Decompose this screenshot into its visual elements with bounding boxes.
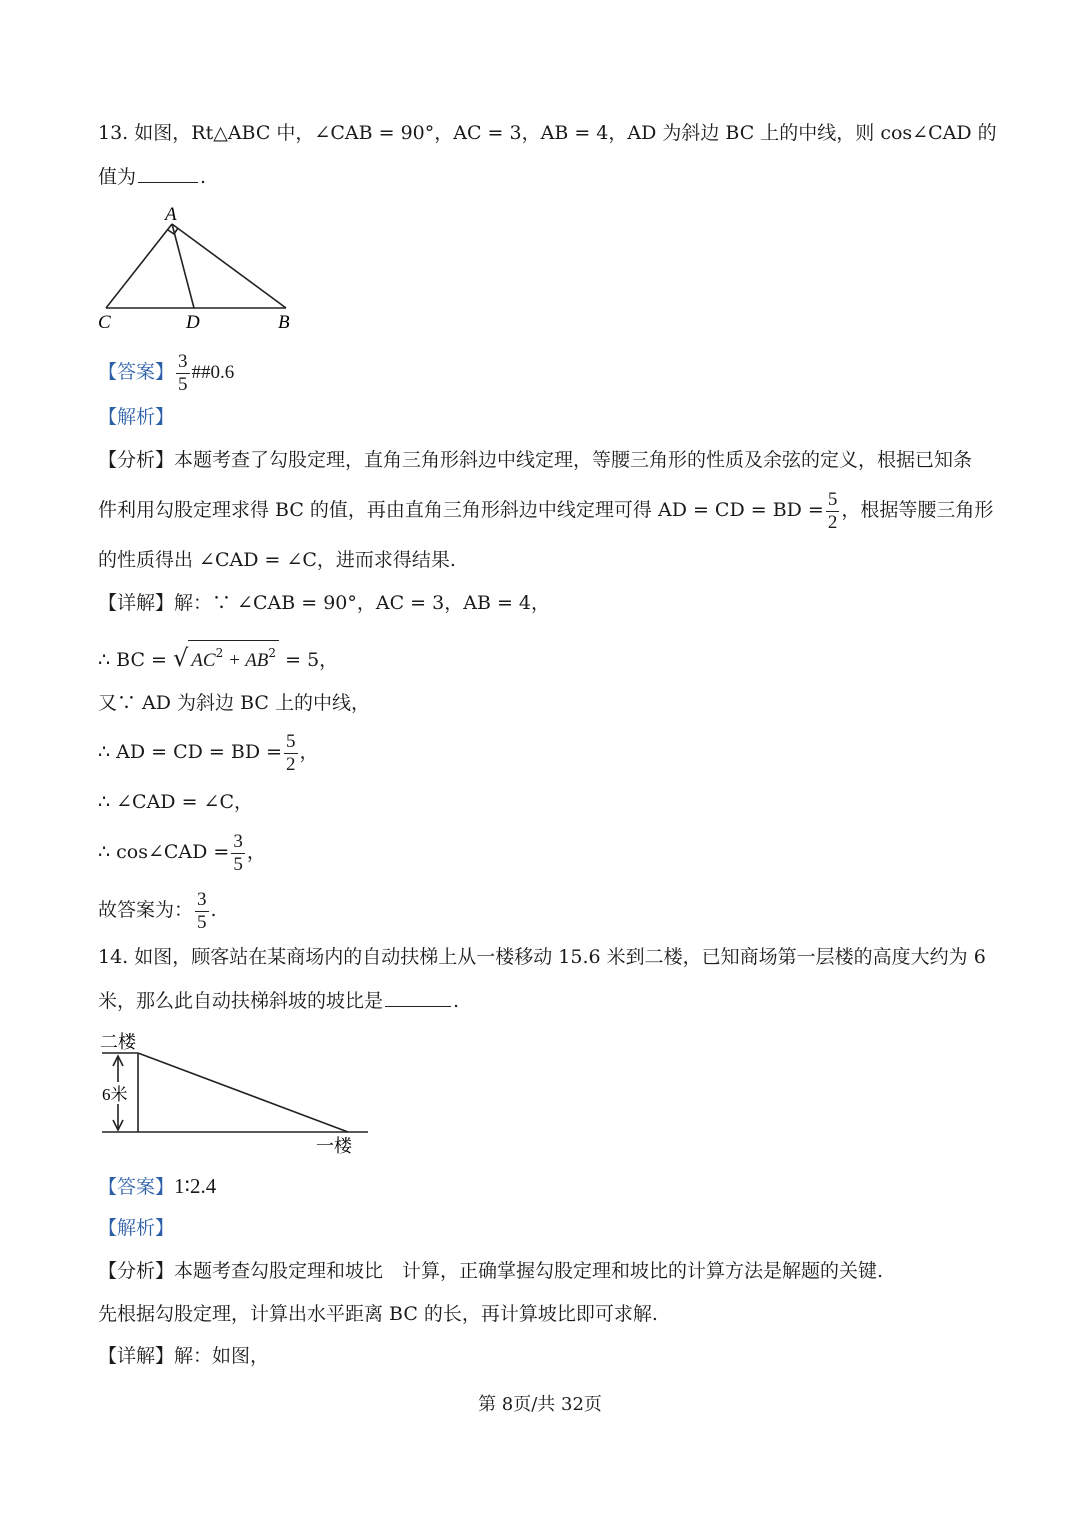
q13-step-6 xyxy=(98,826,266,878)
q14-number: 14. xyxy=(98,946,129,968)
q14-stem-end: . xyxy=(453,990,460,1012)
frac-num: 5 xyxy=(286,730,296,752)
q14-fenxi-line1 xyxy=(98,1258,883,1284)
q13-stem-text: 如图，Rt△ABC 中，∠CAB = 90°，AC = 3，AB = 4，AD 为斜边 BC 上的中线，则 cos∠CAD 的 xyxy=(134,122,997,144)
frac-num: 3 xyxy=(197,888,207,910)
step-1: 解：∵ ∠CAB = 90°，AC = 3，AB = 4， xyxy=(174,592,550,614)
frac-den: 5 xyxy=(233,853,243,875)
q13-number: 13. xyxy=(98,122,129,144)
q14-jiexi-tag: 【解析】 xyxy=(98,1217,175,1239)
answer-fraction xyxy=(176,351,190,396)
q14-stem-line1 xyxy=(98,944,986,970)
q13-stem-end: . xyxy=(200,166,207,188)
q14-stem-text-2: 米，那么此自动扶梯斜坡的坡比是 xyxy=(98,990,384,1012)
step-2-lhs: ∴ BC = xyxy=(98,649,167,671)
answer-value: 1∶2.4 xyxy=(174,1174,217,1198)
fenxi-text-2: 件利用勾股定理求得 BC 的值，再由直角三角形斜边中线定理可得 AD = CD = BD = xyxy=(98,499,824,521)
q13-step-5: ∴ ∠CAD = ∠C， xyxy=(98,791,253,813)
q13-fenxi-line2 xyxy=(98,484,993,536)
q13-step-2 xyxy=(98,640,338,673)
fenxi-text: 本题考查勾股定理和坡比 计算，正确掌握勾股定理和坡比的计算方法是解题的关键. xyxy=(174,1260,884,1282)
label-C: C xyxy=(98,312,111,333)
fenxi-text-3: ，根据等腰三角形 xyxy=(841,499,994,521)
step-4-end: ， xyxy=(299,741,319,763)
answer-tag: 【答案】 xyxy=(98,361,175,383)
q13-stem-text-2: 值为 xyxy=(98,166,137,188)
frac-num: 3 xyxy=(178,350,188,372)
q13-answer xyxy=(98,350,234,396)
xiangjie-tag: 【详解】 xyxy=(98,1345,175,1367)
segment-AD xyxy=(172,224,194,308)
step-4-fraction xyxy=(284,731,298,776)
q13-stem-line2 xyxy=(98,164,206,190)
label-height: 6米 xyxy=(102,1085,128,1104)
step-7-end: . xyxy=(210,899,217,921)
answer-tail: ##0.6 xyxy=(191,362,235,383)
frac-den: 5 xyxy=(178,373,188,395)
label-A: A xyxy=(165,204,177,225)
q13-triangle-figure xyxy=(90,198,310,338)
label-second-floor: 二楼 xyxy=(100,1032,136,1052)
q13-step-7 xyxy=(98,884,217,936)
q14-escalator-figure xyxy=(96,1026,386,1166)
answer-tag: 【答案】 xyxy=(98,1176,175,1198)
answer-blank xyxy=(138,164,198,183)
frac-num: 3 xyxy=(233,830,243,852)
q14-stem-line2 xyxy=(98,988,459,1014)
q13-fenxi-line3: 的性质得出 ∠CAD = ∠C，进而求得结果. xyxy=(98,549,456,571)
step-6-fraction xyxy=(231,831,245,876)
q13-xiangjie-line xyxy=(98,590,550,616)
frac-num: 5 xyxy=(827,488,838,510)
q14-answer xyxy=(98,1173,216,1200)
q13-fenxi-line1 xyxy=(98,447,972,473)
fenxi-fraction xyxy=(826,489,840,534)
escalator-slope xyxy=(138,1053,348,1132)
step-6-lhs: ∴ cos∠CAD = xyxy=(98,841,230,863)
frac-den: 5 xyxy=(197,911,207,933)
step-6-end: ， xyxy=(246,841,266,863)
q13-step-4 xyxy=(98,726,319,778)
segment-AB xyxy=(172,224,286,308)
q13-jiexi-tag: 【解析】 xyxy=(98,406,175,428)
step-4-lhs: ∴ AD = CD = BD = xyxy=(98,741,283,763)
frac-den: 2 xyxy=(286,753,296,775)
q13-stem-line1 xyxy=(98,120,997,146)
step-2-rhs: = 5， xyxy=(285,649,339,671)
label-B: B xyxy=(278,312,290,333)
page-footer: 第 8页/共 32页 xyxy=(478,1394,602,1415)
sqrt-sign: √ xyxy=(173,644,189,672)
fenxi-text: 本题考查了勾股定理，直角三角形斜边中线定理，等腰三角形的性质及余弦的定义，根据已知条 xyxy=(174,449,973,471)
q14-stem-text: 如图，顾客站在某商场内的自动扶梯上从一楼移动 15.6 米到二楼，已知商场第一层楼的高度大约为 6 xyxy=(134,946,986,968)
step-7-lhs: 故答案为： xyxy=(98,899,194,921)
exp-2: 2 xyxy=(268,646,277,660)
q14-fenxi-line2: 先根据勾股定理，计算出水平距离 BC 的长，再计算坡比即可求解. xyxy=(98,1303,658,1325)
step-7-fraction xyxy=(195,889,209,934)
sqrt-term-2: + AB xyxy=(223,650,269,671)
answer-blank xyxy=(385,988,451,1007)
sqrt-term-1: AC xyxy=(191,650,216,671)
step-1: 解：如图， xyxy=(174,1345,270,1367)
frac-den: 2 xyxy=(827,511,838,533)
exp-1: 2 xyxy=(215,646,224,660)
q14-xiangjie-line xyxy=(98,1343,269,1369)
fenxi-tag: 【分析】 xyxy=(98,1260,175,1282)
q13-step-3: 又∵ AD 为斜边 BC 上的中线， xyxy=(98,692,370,714)
xiangjie-tag: 【详解】 xyxy=(98,592,175,614)
fenxi-tag: 【分析】 xyxy=(98,449,175,471)
segment-CA xyxy=(106,224,172,308)
sqrt-body xyxy=(188,640,279,673)
label-first-floor: 一楼 xyxy=(316,1136,352,1156)
label-D: D xyxy=(186,312,200,333)
